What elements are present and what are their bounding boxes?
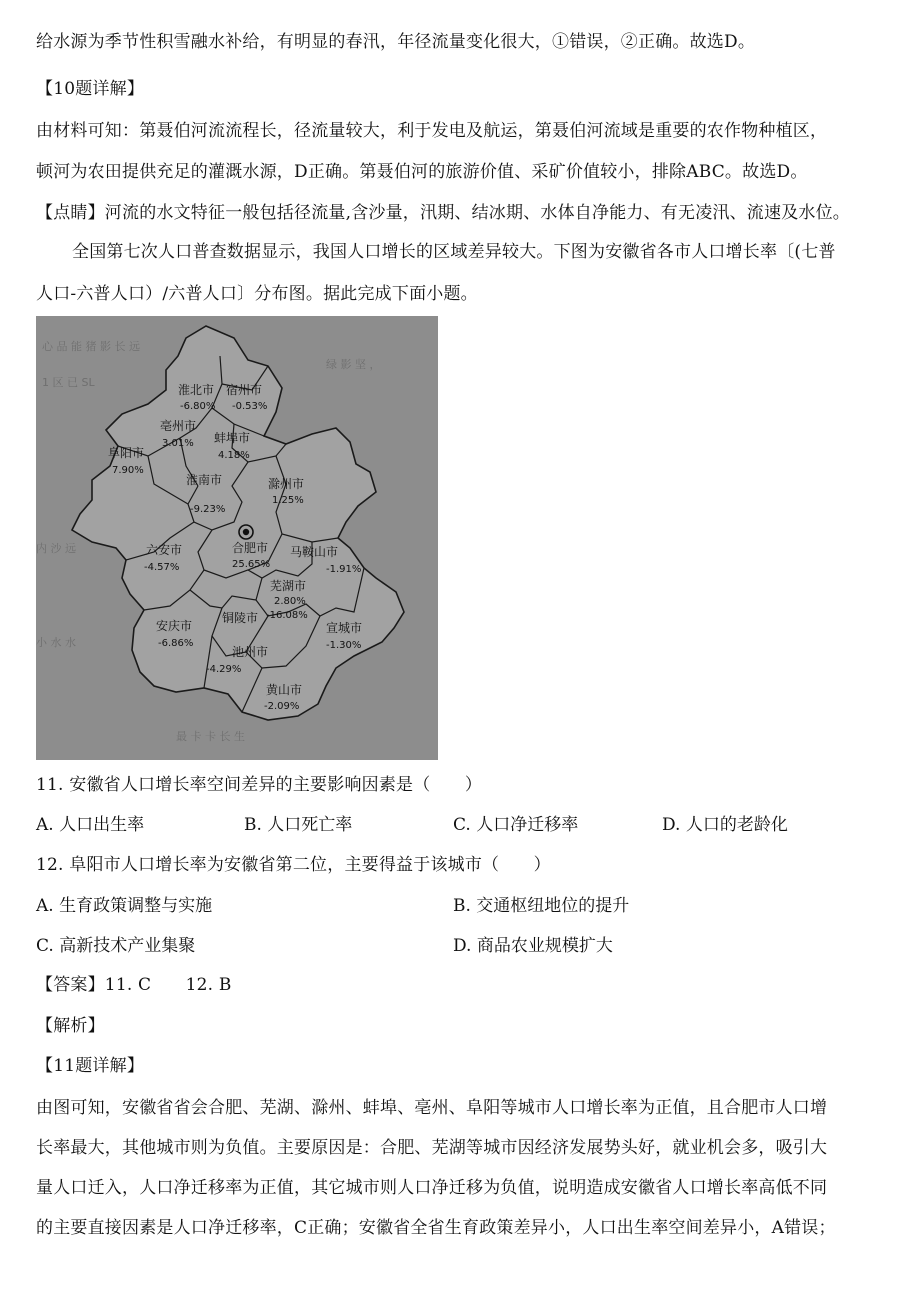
svg-text:绿 影 坚 ，: 绿 影 坚 ， — [326, 358, 381, 371]
city-name: 六安市 — [146, 543, 183, 557]
question-11-option-a: A. 人口出生率 — [36, 815, 145, 835]
city-value: -0.53% — [232, 401, 268, 412]
question-11-stem: 11. 安徽省人口增长率空间差异的主要影响因素是（ ） — [36, 775, 483, 795]
explanation-line: 的主要直接因素是人口净迁移率，C正确；安徽省全省生育政策差异小，人口出生率空间差异小，A错误； — [36, 1218, 836, 1238]
material-line: 人口-六普人口）/六普人口〕分布图。据此完成下面小题。 — [36, 284, 478, 304]
city-name: 蚌埠市 — [214, 431, 251, 445]
city-name: 黄山市 — [266, 683, 303, 697]
city-name: 亳州市 — [160, 419, 197, 433]
city-value: -9.23% — [190, 504, 226, 515]
city-value: -1.91% — [326, 564, 362, 575]
section-heading: 【10题详解】 — [36, 79, 145, 99]
city-name: 淮南市 — [186, 473, 223, 487]
question-11-option-b: B. 人口死亡率 — [244, 815, 353, 835]
city-value: -4.57% — [144, 562, 180, 573]
question-11-option-c: C. 人口净迁移率 — [453, 815, 579, 835]
city-value: -16.08% — [266, 610, 308, 621]
question-12-option-c: C. 高新技术产业集聚 — [36, 936, 196, 956]
city-name: 滁州市 — [268, 477, 305, 491]
svg-text:最 卡 卡 长 生: 最 卡 卡 长 生 — [176, 730, 245, 743]
city-name: 阜阳市 — [108, 446, 145, 460]
city-name: 合肥市 — [232, 541, 269, 555]
city-value: 4.18% — [218, 450, 250, 461]
explanation-line: 量人口迁入，人口净迁移率为正值，其它城市则人口净迁移为负值，说明造成安徽省人口增长率高低不同 — [36, 1178, 828, 1198]
question-12-option-a: A. 生育政策调整与实施 — [36, 896, 213, 916]
svg-text:心 品 能 猪 影 长 远: 心 品 能 猪 影 长 远 — [42, 340, 140, 353]
section-heading: 【11题详解】 — [36, 1056, 145, 1076]
city-value: -6.80% — [180, 401, 216, 412]
city-value: -6.86% — [158, 638, 194, 649]
city-name: 芜湖市 — [270, 579, 307, 593]
material-line: 全国第七次人口普查数据显示，我国人口增长的区域差异较大。下图为安徽省各市人口增长率〔(七普 — [72, 242, 836, 262]
city-value: 7.90% — [112, 465, 144, 476]
question-12-stem: 12. 阜阳市人口增长率为安徽省第二位，主要得益于该城市（ ） — [36, 855, 551, 875]
question-11-option-d: D. 人口的老龄化 — [662, 815, 788, 835]
city-value: -1.30% — [326, 640, 362, 651]
svg-text:内 沙 远: 内 沙 远 — [36, 542, 76, 555]
city-name: 铜陵市 — [222, 611, 259, 625]
city-value: -2.09% — [264, 701, 300, 712]
city-name: 池州市 — [232, 645, 269, 659]
question-12-option-b: B. 交通枢纽地位的提升 — [453, 896, 630, 916]
question-12-option-d: D. 商品农业规模扩大 — [453, 936, 613, 956]
text-line: 顿河为农田提供充足的灌溉水源，D正确。第聂伯河的旅游价值、采矿价值较小，排除ABC。故选D。 — [36, 162, 808, 182]
city-value: -4.29% — [206, 664, 242, 675]
city-value: 2.80% — [274, 596, 306, 607]
explanation-line: 由图可知，安徽省省会合肥、芜湖、滁州、蚌埠、亳州、阜阳等城市人口增长率为正值，且合肥市人口增 — [36, 1098, 828, 1118]
city-value: 3.01% — [162, 438, 194, 449]
city-value: 25.65% — [232, 559, 271, 570]
analysis-heading: 【解析】 — [36, 1016, 105, 1036]
text-line: 由材料可知：第聂伯河流流程长，径流量较大，利于发电及航运，第聂伯河流域是重要的农作物种植区， — [36, 121, 828, 141]
answer-line: 【答案】11. C 12. B — [36, 975, 232, 995]
city-value: 1.25% — [272, 495, 304, 506]
svg-text:1 区 已 SL: 1 区 已 SL — [42, 376, 95, 389]
svg-text:小 水 水: 小 水 水 — [36, 636, 76, 649]
city-name: 宿州市 — [226, 383, 263, 397]
explanation-line: 长率最大，其他城市则为负值。主要原因是：合肥、芜湖等城市因经济发展势头好，就业机会多，吸引大 — [36, 1138, 828, 1158]
city-name: 安庆市 — [156, 619, 193, 633]
tip-line: 【点睛】河流的水文特征一般包括径流量,含沙量，汛期、结冰期、水体自净能力、有无凌汛、流速及水位。 — [36, 203, 851, 223]
city-name: 宣城市 — [326, 621, 363, 635]
anhui-population-map — [36, 316, 438, 760]
city-name: 马鞍山市 — [290, 545, 339, 559]
text-line: 给水源为季节性积雪融水补给，有明显的春汛，年径流量变化很大，①错误，②正确。故选D。 — [36, 32, 756, 52]
city-name: 淮北市 — [178, 383, 215, 397]
